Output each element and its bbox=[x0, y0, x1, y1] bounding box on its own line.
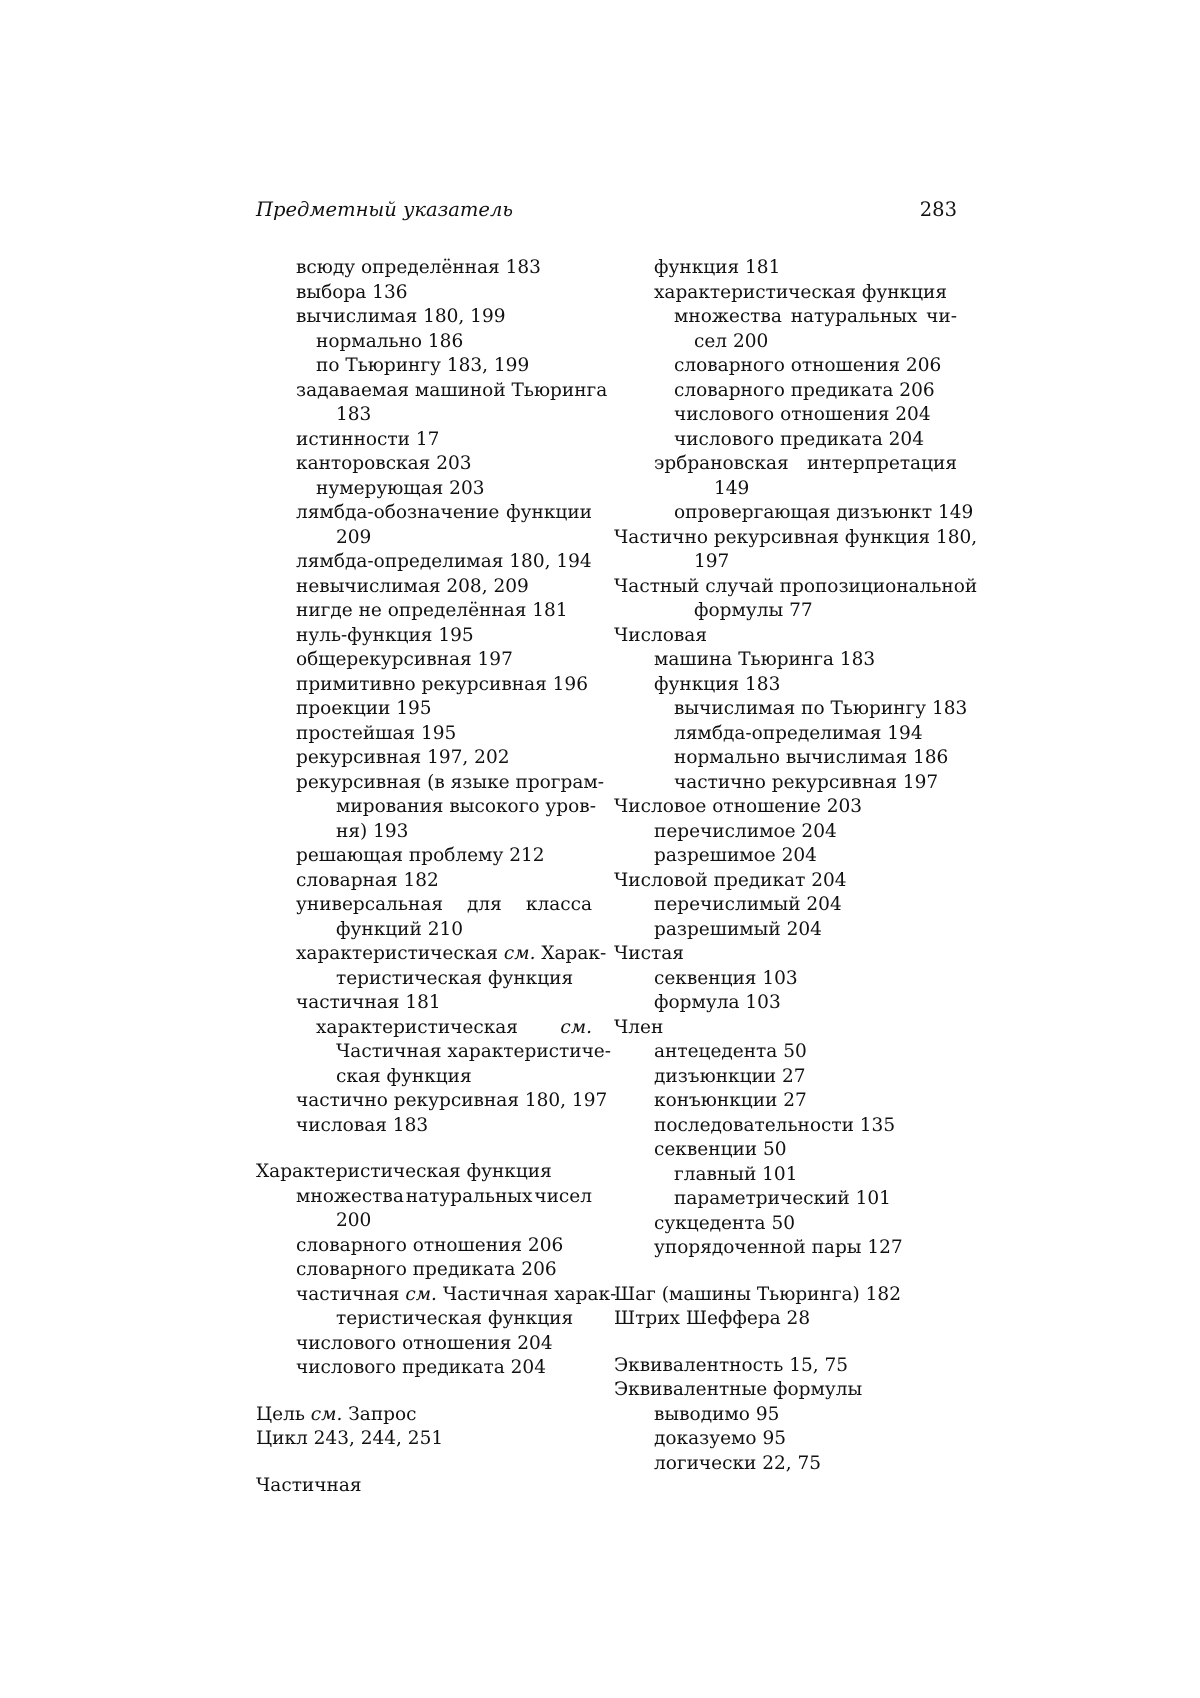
index-entry-word: натуральных bbox=[790, 306, 918, 327]
index-entry-text: словарного отношения 206 bbox=[674, 355, 942, 376]
index-entry bbox=[614, 673, 957, 698]
index-entry bbox=[256, 673, 592, 698]
index-entry-text: перечислимое 204 bbox=[654, 820, 837, 842]
index-entry bbox=[614, 1212, 957, 1237]
index-entry bbox=[614, 893, 957, 918]
index-entry-text: Частичная bbox=[256, 1474, 362, 1496]
index-entry-text: параметрический 101 bbox=[674, 1188, 891, 1209]
index-entry bbox=[256, 1307, 592, 1332]
index-entry-text: Эквивалентные формулы bbox=[614, 1379, 863, 1400]
index-entry-word: лямбда-обозначение bbox=[296, 502, 500, 523]
index-entry bbox=[256, 1427, 592, 1452]
index-entry bbox=[256, 305, 592, 330]
index-group-gap bbox=[256, 1381, 592, 1403]
index-entry bbox=[256, 697, 592, 722]
index-entry-text: упорядоченной пары 127 bbox=[654, 1237, 903, 1258]
index-entry bbox=[614, 256, 957, 281]
index-entry bbox=[256, 844, 592, 869]
index-entry bbox=[256, 1234, 592, 1259]
index-see-target: Частичная харак- bbox=[436, 1283, 617, 1305]
index-entry bbox=[614, 330, 957, 355]
index-entry-text: последовательности 135 bbox=[654, 1114, 896, 1136]
index-entry bbox=[256, 1283, 617, 1308]
index-entry-text: Характеристическая функция bbox=[256, 1161, 552, 1182]
index-entry bbox=[256, 550, 592, 575]
index-entry bbox=[256, 1160, 592, 1185]
index-entry-word: чи- bbox=[926, 306, 957, 327]
index-entry bbox=[256, 1185, 592, 1210]
index-entry-text: Эквивалентность 15, 75 bbox=[614, 1354, 849, 1376]
index-entry-text: Цикл 243, 244, 251 bbox=[256, 1428, 444, 1449]
index-entry-word: интерпретация bbox=[807, 453, 957, 474]
index-entry-text: характеристическая bbox=[296, 943, 498, 964]
index-entry bbox=[614, 1114, 957, 1139]
index-group-gap bbox=[256, 1452, 592, 1474]
index-entry bbox=[614, 575, 978, 600]
index-entry bbox=[614, 550, 957, 575]
index-entry bbox=[614, 697, 968, 722]
index-entry bbox=[614, 795, 957, 820]
index-entry bbox=[614, 1163, 957, 1188]
index-entry bbox=[256, 746, 592, 771]
index-entry-text: Частичная характеристиче- bbox=[336, 1041, 612, 1062]
index-entry-text: словарного предиката 206 bbox=[296, 1259, 557, 1280]
index-entry bbox=[614, 1403, 957, 1428]
index-entry bbox=[614, 967, 957, 992]
index-entry bbox=[256, 869, 592, 894]
index-entry bbox=[256, 722, 592, 747]
index-entry-word: универсальная bbox=[296, 894, 443, 915]
index-entry bbox=[256, 256, 592, 281]
index-entry-word: натуральных bbox=[405, 1185, 533, 1207]
index-entry-text: простейшая 195 bbox=[296, 722, 457, 744]
index-entry-text: словарная 182 bbox=[296, 869, 439, 891]
index-entry-text: выводимо 95 bbox=[654, 1403, 780, 1425]
index-column-right bbox=[614, 256, 978, 1476]
index-entry-text: формулы 77 bbox=[694, 600, 813, 621]
index-entry-text: ская функция bbox=[336, 1065, 472, 1087]
index-entry-text: характеристическая функция bbox=[654, 281, 948, 303]
index-group-gap bbox=[256, 1138, 592, 1160]
index-entry-text: словарного отношения 206 bbox=[296, 1234, 564, 1256]
index-entry-text: частично рекурсивная 180, 197 bbox=[296, 1090, 608, 1111]
index-entry-text: Чистая bbox=[614, 943, 684, 964]
index-group-gap bbox=[614, 1261, 957, 1283]
index-entry bbox=[614, 428, 957, 453]
index-entry-text: доказуемо 95 bbox=[654, 1428, 786, 1449]
index-entry-text: всюду определённая 183 bbox=[296, 257, 541, 278]
index-see-reference: см. bbox=[310, 1403, 343, 1425]
index-entry bbox=[256, 1258, 592, 1283]
index-entry-word: функции bbox=[506, 502, 592, 523]
index-entry-text: нигде не определённая 181 bbox=[296, 600, 568, 621]
running-title: Предметный указатель bbox=[256, 198, 513, 221]
index-entry-text: задаваемая машиной Тьюринга bbox=[296, 379, 608, 401]
index-see-target: Запрос bbox=[342, 1403, 417, 1425]
index-entry-text: нумерующая 203 bbox=[316, 477, 485, 499]
index-entry bbox=[614, 599, 957, 624]
index-entry bbox=[614, 624, 957, 649]
index-entry-text: разрешимый 204 bbox=[654, 918, 822, 940]
index-entry bbox=[256, 893, 592, 918]
index-entry bbox=[614, 1427, 957, 1452]
index-entry-text: канторовская 203 bbox=[296, 453, 472, 474]
index-entry bbox=[614, 991, 957, 1016]
index-entry-text: функция 181 bbox=[654, 257, 781, 278]
index-entry-text: частично рекурсивная 197 bbox=[674, 771, 939, 793]
index-entry bbox=[256, 1040, 612, 1065]
index-entry bbox=[614, 1187, 957, 1212]
index-entry-text: антецедента 50 bbox=[654, 1041, 807, 1062]
index-entry-text: нормально 186 bbox=[316, 330, 464, 352]
index-entry-text: Числовое отношение 203 bbox=[614, 796, 863, 817]
index-entry-word: множества bbox=[674, 306, 782, 327]
index-entry bbox=[614, 1065, 957, 1090]
index-entry-text: лямбда-определимая 194 bbox=[674, 722, 923, 744]
index-entry bbox=[256, 771, 605, 796]
index-entry bbox=[614, 1354, 957, 1379]
index-entry-text: общерекурсивная 197 bbox=[296, 649, 513, 670]
index-entry-text: истинности 17 bbox=[296, 428, 440, 450]
index-entry bbox=[614, 1040, 957, 1065]
index-entry-text: Числовой предикат 204 bbox=[614, 869, 847, 891]
index-entry-text: Частично рекурсивная функция 180, bbox=[614, 526, 978, 548]
index-entry bbox=[256, 942, 607, 967]
index-entry bbox=[614, 1236, 957, 1261]
index-entry bbox=[256, 1356, 592, 1381]
index-entry bbox=[614, 1307, 957, 1332]
index-entry-text: примитивно рекурсивная 196 bbox=[296, 673, 588, 695]
index-entry bbox=[256, 501, 592, 526]
index-entry bbox=[256, 1332, 592, 1357]
index-entry bbox=[256, 403, 592, 428]
index-entry-text: числового отношения 204 bbox=[674, 404, 931, 425]
index-entry-text: ня) 193 bbox=[336, 820, 409, 842]
index-entry-text: числового предиката 204 bbox=[674, 428, 924, 450]
index-entry-text: конъюнкции 27 bbox=[654, 1090, 807, 1111]
index-entry-text: Числовая bbox=[614, 624, 707, 646]
index-entry bbox=[256, 1403, 592, 1428]
index-entry-text: теристическая функция bbox=[336, 967, 574, 989]
index-entry-text: главный 101 bbox=[674, 1163, 798, 1185]
index-entry bbox=[256, 1089, 608, 1114]
index-entry-text: рекурсивная 197, 202 bbox=[296, 747, 510, 768]
index-entry bbox=[256, 648, 592, 673]
index-entry bbox=[614, 1452, 957, 1477]
index-entry bbox=[614, 869, 957, 894]
index-entry bbox=[614, 1283, 957, 1308]
index-entry-text: частичная 181 bbox=[296, 992, 441, 1013]
index-entry bbox=[614, 746, 957, 771]
index-entry bbox=[614, 1016, 957, 1041]
index-entry bbox=[256, 967, 592, 992]
index-entry-text: разрешимое 204 bbox=[654, 845, 817, 866]
index-entry-text: функция 183 bbox=[654, 673, 781, 695]
index-entry-text: проекции 195 bbox=[296, 698, 432, 719]
index-entry bbox=[614, 305, 957, 330]
index-entry-text: 197 bbox=[694, 551, 730, 572]
index-entry bbox=[614, 452, 957, 477]
index-entry bbox=[256, 281, 592, 306]
index-column-left bbox=[256, 256, 617, 1498]
index-entry bbox=[256, 624, 592, 649]
index-entry bbox=[614, 918, 957, 943]
index-entry-text: Шаг (машины Тьюринга) 182 bbox=[614, 1283, 901, 1305]
index-entry bbox=[614, 403, 957, 428]
index-entry-text: Цель bbox=[256, 1403, 305, 1425]
index-entry-text: секвенции 50 bbox=[654, 1139, 787, 1160]
index-entry-text: логически 22, 75 bbox=[654, 1452, 822, 1474]
index-entry bbox=[256, 599, 592, 624]
index-entry bbox=[256, 1209, 592, 1234]
index-entry bbox=[256, 575, 592, 600]
index-entry-text: словарного предиката 206 bbox=[674, 379, 935, 401]
page-number: 283 bbox=[919, 198, 957, 221]
index-entry-text: числового предиката 204 bbox=[296, 1357, 546, 1378]
index-entry bbox=[614, 820, 957, 845]
index-entry-text: решающая проблему 212 bbox=[296, 845, 545, 866]
index-entry-text: Член bbox=[614, 1016, 664, 1038]
index-entry-text: нормально вычислимая 186 bbox=[674, 747, 949, 768]
index-entry bbox=[256, 1065, 592, 1090]
index-entry bbox=[256, 918, 592, 943]
index-entry-text: числовая 183 bbox=[296, 1114, 429, 1136]
index-entry-text: формула 103 bbox=[654, 992, 781, 1013]
index-entry-text: сукцедента 50 bbox=[654, 1212, 796, 1234]
index-entry-word: для bbox=[467, 894, 502, 915]
index-entry bbox=[614, 942, 957, 967]
index-entry-text: нуль-функция 195 bbox=[296, 624, 474, 646]
index-entry-text: по Тьюрингу 183, 199 bbox=[316, 355, 530, 376]
index-entry-word: множества bbox=[296, 1185, 404, 1207]
index-entry-text: 183 bbox=[336, 404, 372, 425]
index-entry-text: числового отношения 204 bbox=[296, 1332, 553, 1354]
index-entry-text: дизъюнкции 27 bbox=[654, 1065, 806, 1087]
index-entry-word: чисел bbox=[534, 1185, 592, 1207]
index-entry-text: лямбда-определимая 180, 194 bbox=[296, 551, 592, 572]
index-entry bbox=[614, 648, 957, 673]
index-entry-text: частичная bbox=[296, 1283, 400, 1305]
index-entry-text: машина Тьюринга 183 bbox=[654, 649, 876, 670]
index-entry bbox=[614, 1138, 957, 1163]
index-entry-text: 149 bbox=[714, 477, 750, 499]
index-entry bbox=[256, 477, 592, 502]
index-entry-text: Штрих Шеффера 28 bbox=[614, 1308, 811, 1329]
index-see-reference: см. bbox=[405, 1283, 437, 1305]
index-entry-text: функций 210 bbox=[336, 918, 464, 940]
index-entry-word: см. bbox=[560, 1016, 592, 1038]
index-entry bbox=[256, 1474, 592, 1499]
running-header bbox=[256, 198, 957, 226]
index-entry bbox=[614, 722, 957, 747]
index-entry-text: опровергающая дизъюнкт 149 bbox=[674, 502, 974, 523]
index-entry-text: вычислимая 180, 199 bbox=[296, 306, 506, 327]
index-entry bbox=[256, 526, 592, 551]
index-entry bbox=[256, 452, 592, 477]
index-entry bbox=[256, 795, 596, 820]
index-entry bbox=[614, 844, 957, 869]
index-entry bbox=[614, 1089, 957, 1114]
index-entry bbox=[614, 526, 978, 551]
index-entry-text: Частный случай пропозициональной bbox=[614, 575, 978, 597]
index-entry-word: эрбрановская bbox=[654, 453, 789, 474]
index-entry-text: секвенция 103 bbox=[654, 967, 798, 989]
index-entry bbox=[614, 281, 957, 306]
index-entry bbox=[256, 379, 608, 404]
index-entry bbox=[614, 501, 974, 526]
index-entry bbox=[256, 1114, 592, 1139]
index-entry-text: рекурсивная (в языке програм- bbox=[296, 771, 605, 793]
index-group-gap bbox=[614, 1332, 957, 1354]
index-entry bbox=[256, 991, 592, 1016]
index-entry bbox=[256, 330, 592, 355]
index-see-reference: см. bbox=[503, 943, 536, 964]
index-entry-text: 209 bbox=[336, 526, 372, 548]
index-entry-text: теристическая функция bbox=[336, 1308, 574, 1329]
index-entry bbox=[256, 354, 592, 379]
index-entry-text: 200 bbox=[336, 1210, 372, 1231]
index-entry bbox=[256, 820, 592, 845]
index-entry bbox=[256, 1016, 592, 1041]
index-entry-word: характеристическая bbox=[316, 1016, 518, 1038]
index-entry bbox=[614, 1378, 957, 1403]
index-entry bbox=[256, 428, 592, 453]
index-entry-text: сел 200 bbox=[694, 330, 769, 352]
index-entry-text: перечислимый 204 bbox=[654, 894, 842, 915]
index-entry bbox=[614, 354, 957, 379]
index-entry bbox=[614, 477, 957, 502]
index-entry-text: выбора 136 bbox=[296, 281, 408, 303]
index-entry bbox=[614, 379, 957, 404]
index-entry bbox=[614, 771, 957, 796]
index-entry-text: вычислимая по Тьюрингу 183 bbox=[674, 698, 968, 719]
index-entry-word: класса bbox=[525, 894, 592, 915]
index-see-target: Харак- bbox=[535, 943, 607, 964]
index-entry-text: мирования высокого уров- bbox=[336, 796, 596, 817]
index-entry-text: невычислимая 208, 209 bbox=[296, 575, 529, 597]
